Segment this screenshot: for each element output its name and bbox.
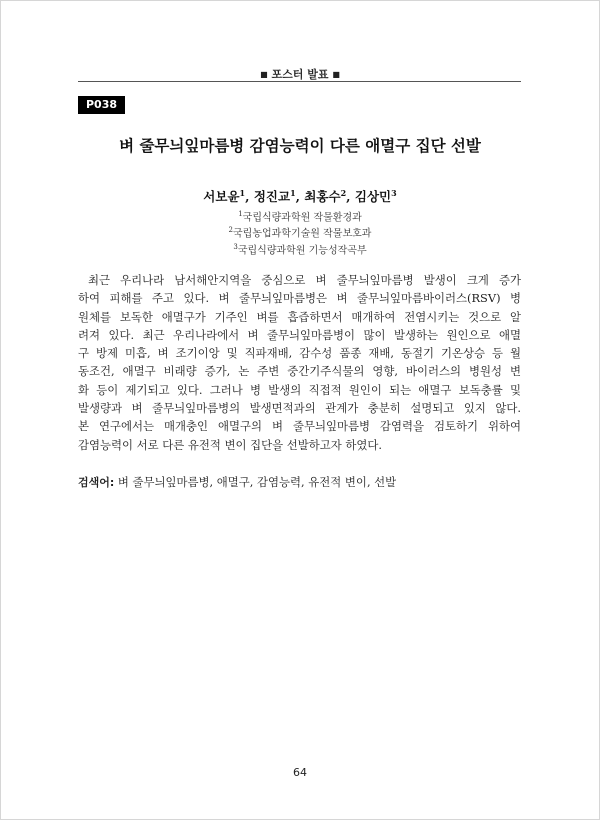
author-sep: ,	[346, 189, 355, 204]
section-label: 포스터 발표	[271, 68, 329, 81]
author-sep: ,	[295, 189, 305, 204]
header-bullet-right: ■	[332, 70, 340, 79]
author-affil-sup: 3	[391, 187, 397, 198]
affiliation	[0, 208, 600, 224]
affiliation-text: 국립식량과학원 기능성작곡부	[237, 244, 367, 256]
abstract-line: 원체를 보독한 애멸구가 기주인 벼를 흡즙하면서 매개하여 전염시키는 것으로 알	[78, 309, 521, 324]
author	[203, 189, 254, 204]
keywords	[78, 474, 521, 490]
author-name: 김상민	[354, 189, 392, 204]
affiliation	[0, 224, 600, 240]
abstract-line: 발생량과 벼 줄무늬잎마름병의 발생면적과의 관계가 충분히 설명되고 있지 않다.	[78, 401, 521, 416]
author	[254, 189, 305, 204]
author-name: 서보윤	[203, 189, 240, 204]
author-name: 최홍수	[304, 189, 341, 204]
author-sep: ,	[245, 189, 254, 204]
affiliation-text: 국립농업과학기술원 작물보호과	[233, 228, 372, 240]
author-affil-sup: 1	[290, 187, 296, 198]
abstract-line: 구 방제 미흡, 벼 조기이앙 및 직파재배, 감수성 품종 재배, 동절기 기온상승 등 월	[78, 346, 521, 361]
author	[304, 189, 355, 204]
author-name: 정진교	[253, 189, 291, 204]
affiliation-sup: 2	[228, 226, 234, 235]
abstract-line: 하여 피해를 주고 있다. 벼 줄무늬잎마름병은 벼 줄무늬잎마름바이러스(RSV) 병	[78, 291, 521, 306]
abstract-line: 최근 우리나라 남서해안지역을 중심으로 벼 줄무늬잎마름병 발생이 크게 증가	[88, 273, 521, 287]
header-divider	[78, 81, 521, 82]
header-bullet-left: ■	[260, 70, 268, 79]
affiliation	[0, 241, 600, 257]
affiliation-sup: 3	[233, 242, 238, 251]
author	[355, 189, 397, 204]
author-affil-sup: 1	[239, 187, 246, 198]
author-affil-sup: 2	[340, 187, 347, 198]
abstract-line: 려져 있다. 최근 우리나라에서 벼 줄무늬잎마름병이 많이 발생하는 원인으로 애멸	[78, 327, 521, 342]
keywords-text: 벼 줄무늬잎마름병, 애멸구, 감염능력, 유전적 변이, 선발	[117, 475, 397, 489]
poster-code-badge: P038	[78, 96, 125, 114]
author-list	[0, 187, 600, 205]
abstract-line: 화 등이 제기되고 있다. 그러나 병 발생의 직접적 원인이 되는 애멸구 보독충률 및	[78, 382, 521, 397]
keywords-label: 검색어:	[78, 476, 115, 489]
section-header	[0, 66, 600, 82]
paper-title: 벼 줄무늬잎마름병 감염능력이 다른 애멸구 집단 선발	[119, 136, 481, 155]
abstract-line: 본 연구에서는 매개충인 애멸구의 벼 줄무늬잎마름병 감염력을 검토하기 위하여	[78, 419, 521, 434]
affiliation-sup: 1	[238, 210, 243, 218]
abstract-line: 감염능력이 서로 다른 유전적 변이 집단을 선발하고자 하였다.	[78, 437, 383, 452]
abstract-body	[78, 271, 521, 454]
page-number: 64	[293, 766, 307, 779]
affiliation-list	[0, 208, 600, 257]
abstract-line: 동조건, 애멸구 비래량 증가, 논 주변 중간기주식물의 영향, 바이러스의 병원성 변	[78, 364, 521, 379]
affiliation-text: 국립식량과학원 작물환경과	[242, 212, 362, 224]
